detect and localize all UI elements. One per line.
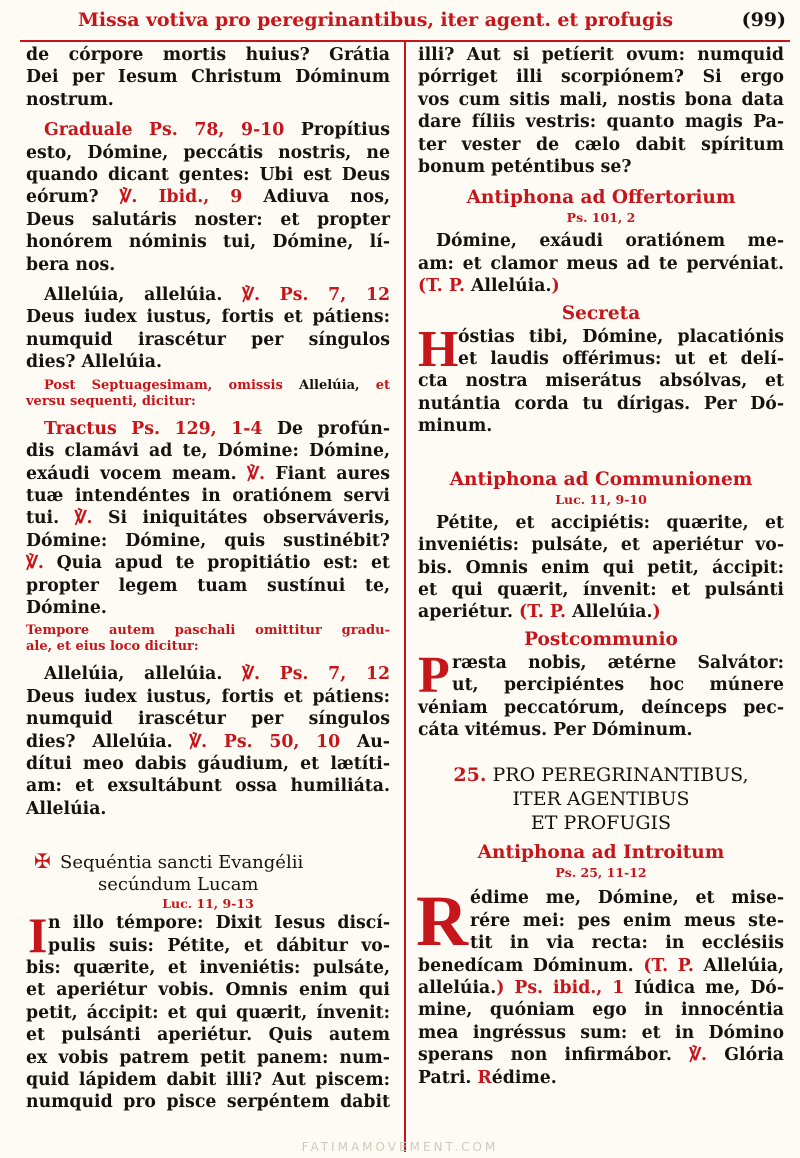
drop-capital: H <box>418 320 459 378</box>
right-column <box>418 44 784 1089</box>
versicle-icon: ℣. <box>26 553 44 574</box>
versicle-icon: ℣. <box>74 508 93 529</box>
section-title: 25. PRO PEREGRINANTIBUS, ITER AGENTIBUS ET PROFUGIS <box>453 764 749 835</box>
text-line: Allelúia. <box>26 798 107 819</box>
text-line: dis clamávi ad te, Dómine: Dómine, <box>26 441 390 462</box>
rubric-line: Post Septuagesimam, omissis Allelúia, et <box>44 377 390 393</box>
text-line: Deus iudex iustus, fortis et pátiens: <box>26 307 390 328</box>
column-divider <box>404 42 406 1152</box>
text-line: Dómine: Dómine, quis sustinébit? <box>26 530 390 551</box>
versicle-icon: ℣. <box>689 1045 708 1066</box>
text-line: ter vester de cælo dabit spíritum <box>418 134 784 155</box>
graduale-line: Graduale Ps. 78, 9-10 Propítius <box>44 120 390 141</box>
communio-reference: Luc. 11, 9-10 <box>555 491 647 507</box>
text-line: numquid irascétur per síngulos <box>26 329 390 350</box>
introitus-heading: Antiphona ad Introitum <box>477 842 725 864</box>
text-line: dies? Allelúia. ℣. Ps. 50, 10 Au- <box>26 731 390 752</box>
alleluia-line: Allelúia, allelúia. ℣. Ps. 7, 12 <box>44 285 391 306</box>
text-line: pórriget illi scorpiónem? Si ergo <box>418 67 784 88</box>
text-line: propter legem tuam sustínui te, <box>26 575 390 596</box>
watermark: FATIMAMOVEMENT.COM <box>301 1140 499 1154</box>
versicle-icon: ℣. <box>119 187 138 208</box>
text-line: Dómine. <box>26 597 107 618</box>
drop-capital: P <box>418 646 450 704</box>
text-line: bonum peténtibus se? <box>418 157 632 178</box>
tractus-line: Tractus Ps. 129, 1-4 De profún- <box>44 418 390 439</box>
postcommunio-heading: Postcommunio <box>524 628 678 650</box>
text-line: am: et exsultábunt ossa humiliáta. <box>26 776 390 797</box>
page-number: (99) <box>741 9 786 31</box>
text-line: et qui quærit, ínvenit: et pulsánti <box>418 579 784 600</box>
left-column <box>26 44 390 1114</box>
text-line: nostrum. <box>26 89 114 110</box>
text-line: eórum? ℣. Ibid., 9 Adiuva nos, <box>26 187 391 208</box>
text-line: am: et clamor meus ad te pervéniat. <box>418 253 784 274</box>
text-line: dies? Allelúia. <box>26 352 162 373</box>
text-line: Dómine, exáudi oratiónem me- <box>436 231 784 252</box>
text-line: esto, Dómine, peccátis nostris, ne <box>26 142 390 163</box>
text-line: Dei per Iesum Christum Dóminum <box>26 67 390 88</box>
versicle-icon: ℣. <box>247 463 265 484</box>
text-line: Deus salutáris noster: et propter <box>26 209 390 230</box>
text-line: honórem nóminis tui, Dómine, lí- <box>26 232 390 253</box>
text-line: aperiétur. (T. P. Allelúia.) <box>418 602 661 623</box>
text-line: Deus iudex iustus, fortis et pátiens: <box>26 686 390 707</box>
text-line: quando dicant gentes: Ubi est Deus <box>26 165 390 186</box>
offertorium-heading: Antiphona ad Offertorium <box>466 187 736 209</box>
versicle-icon: ℣. <box>242 285 260 306</box>
gospel-reference: Luc. 11, 9-13 <box>162 896 254 912</box>
text-line: numquid irascétur per síngulos <box>26 709 390 730</box>
text-line: illi? Aut si petíerit ovum: numquid <box>418 45 784 65</box>
gospel-title: ✠ Sequéntia sancti Evangélii secúndum Lucam <box>34 849 304 896</box>
graduale-label: Graduale Ps. 78, 9-10 <box>44 120 285 141</box>
text-line: (T. P. Allelúia.) <box>418 276 560 297</box>
drop-capital: R <box>416 881 468 962</box>
communio-heading: Antiphona ad Communionem <box>449 468 753 490</box>
versicle-icon: ℣. <box>242 664 260 685</box>
text-line: inveniétis: pulsáte, et aperiétur vo- <box>418 535 784 556</box>
secreta-heading: Secreta <box>561 302 641 324</box>
versicle-icon: ℣. <box>189 731 208 752</box>
tractus-label: Tractus Ps. 129, 1-4 <box>44 418 263 439</box>
offertorium-reference: Ps. 101, 2 <box>566 210 636 226</box>
gospel-text: I n illo témpore: Dixit Iesus discí- pulis suis: Pétite, et dábitur vo- bis: quærite, et inveniétis: pulsáte, et aperiétur vobis. Omnis enim qui petit, áccipit: et qui quærit, ínvenit: et pulsánti aperiétur. Quis autem ex vobis patrem petit panem: num- quid lápidem dabit illi? Aut piscem: numquid pro pisce serpéntem dabit <box>26 907 390 1113</box>
postcommunio-text: P ræsta nobis, ætérne Salvátor: ut, percipiéntes hoc múnere véniam peccatórum, deínceps pec- cáta vitémus. Per Dóminum. <box>418 646 784 740</box>
rubric-line: ale, et eius loco dicitur: <box>26 639 199 655</box>
text-line: tui. ℣. Si iniquitátes observáveris, <box>26 508 390 529</box>
running-header <box>0 0 800 38</box>
text-line: bera nos. <box>26 254 116 275</box>
drop-capital: I <box>28 907 48 964</box>
secreta-text: H óstias tibi, Dómine, placatiónis et laudis offérimus: ut et delí- cta nostra miserátus absólvas, et nutántia corda tu dírigas. Per Dó- minum. <box>418 320 784 437</box>
introitus-text: R édime me, Dómine, et mise- rére mei: pes enim meus ste- tit in via recta: in ecclésiis benedícam Dóminum. (T. P. Allelúia, allelúia.) Ps. ibid., 1 Iúdica me, Dó- mine, quóniam ego in innocéntia mea ingréssus sum: et in Dómino sperans non infirmábor. ℣. Glória Patri. Rédime. <box>416 881 784 1088</box>
text-line: Pétite, et accipiétis: quærite, et <box>436 512 784 533</box>
section-number: 25. <box>453 764 487 787</box>
running-title: Missa votiva pro peregrinantibus, iter agent. et profugis <box>78 9 673 31</box>
text-line: bis. Omnis enim qui petit, áccipit: <box>418 557 784 578</box>
text-line: ℣. Quia apud te propitiátio est: et <box>26 553 390 574</box>
cross-icon: ✠ <box>34 849 51 874</box>
text-line: vos cum sitis mali, nostis bona data <box>418 89 784 110</box>
alleluia-line: Allelúia, allelúia. ℣. Ps. 7, 12 <box>44 664 391 685</box>
introitus-reference: Ps. 25, 11-12 <box>555 865 647 881</box>
rubric-line: Tempore autem paschali omittitur gradu- <box>26 623 390 639</box>
text-line: dare fíliis vestris: quanto magis Pa- <box>418 112 784 133</box>
text-line: exáudi vocem meam. ℣. Fiant aures <box>26 463 390 484</box>
rubric-line: versu sequenti, dicitur: <box>26 393 196 409</box>
text-line: tuæ intendéntes in oratiónem servi <box>26 485 390 506</box>
text-line: de córpore mortis huius? Grátia <box>26 45 390 65</box>
text-line: dítui meo dabis gáudium, et lætíti- <box>26 753 390 774</box>
